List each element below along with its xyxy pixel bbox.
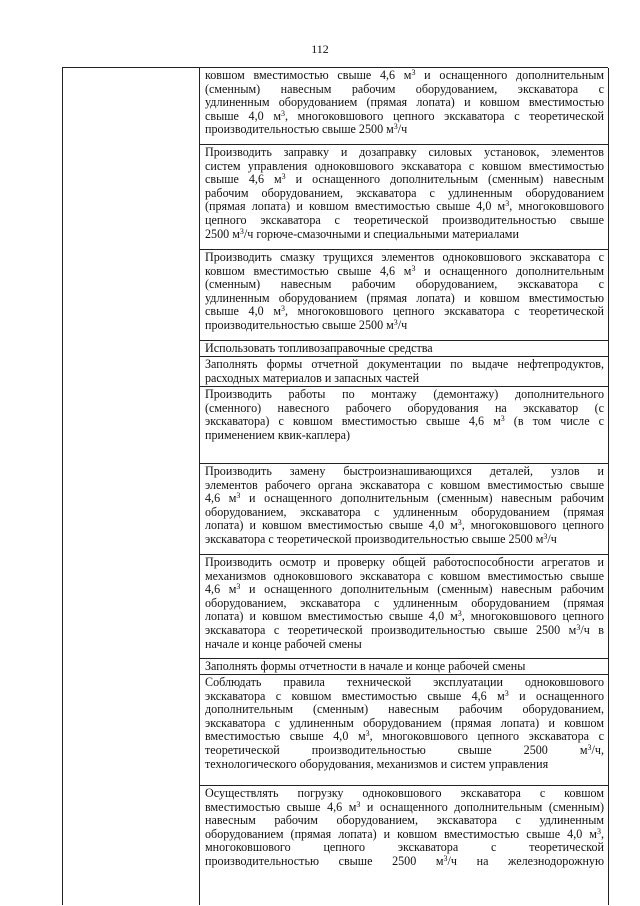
text-line: производительностью свыше 2500 $м^3/ч$ [205, 122, 408, 137]
text-line: свыше 4,0 $м^3$, многоковшового цепного экскаватора с теоретической [205, 304, 605, 319]
table-row [200, 464, 608, 555]
table-row [200, 387, 608, 464]
text-line: дополнительным (сменным) навесным рабочим оборудованием, [205, 702, 604, 717]
text-line: лопата) и ковшом вместимостью свыше 4,0 $м^3$, многоковшового цепного [205, 609, 604, 624]
text-line: элементов рабочего органа экскаватора с ковшом вместимостью свыше [205, 477, 604, 492]
text-line: Заполнять формы отчетности в начале и конце рабочей смены [205, 659, 526, 673]
text-line: 4,6 $м^3$ и оснащенного дополнительным (сменным) навесным рабочим [205, 491, 605, 506]
table-row [200, 250, 608, 341]
text-line: вместимостью свыше 4,0 $м^3$, многоковшового цепного экскаватора с [205, 729, 604, 744]
text-line: экскаватора с теоретической производительностью свыше 2500 $м^3/ч$ в [205, 622, 604, 637]
text-line: навесным рабочим оборудованием, экскаватора с удлиненным [205, 813, 604, 828]
table-row [200, 786, 608, 906]
text-line: расходных материалов и запасных частей [205, 370, 420, 385]
text-line: 2500 $м^3/ч$ горюче-смазочными и специальными материалами [205, 226, 519, 241]
text-line: систем управления одноковшового экскаватора с ковшом вместимостью [205, 158, 604, 173]
text-line: экскаватора с удлиненным оборудованием (прямая лопата) и ковшом [205, 715, 604, 730]
table-row [200, 145, 608, 250]
text-line: экскаватора с теоретической производительностью свыше 2500 $м^3/ч$ [205, 531, 557, 546]
table-row [200, 341, 608, 357]
text-line: удлиненным оборудованием (прямая лопата) и ковшом вместимостью [205, 95, 604, 110]
table-row [200, 68, 608, 145]
text-line: лопата) и ковшом вместимостью свыше 4,0 $м^3$, многоковшового цепного [205, 518, 604, 533]
table-row [200, 659, 608, 675]
text-line: экскаватора с ковшом вместимостью свыше 4,6 $м^3$ и оснащенного [205, 688, 604, 703]
text-line: технологического оборудования, механизмов и систем управления [205, 756, 549, 771]
text-line: (сменным) навесным рабочим оборудованием, экскаватора с [205, 81, 604, 96]
text-line: экскаватора) с ковшом вместимостью свыше 4,6 $м^3$ (в том числе с [205, 414, 605, 429]
text-line: ковшом вместимостью свыше 4,6 $м^3$ и оснащенного дополнительным [205, 263, 605, 278]
text-line: Производить смазку трущихся элементов одноковшового экскаватора с [205, 250, 604, 264]
text-line: Осуществлять погрузку одноковшового экскаватора с ковшом [205, 786, 604, 800]
table-row [200, 675, 608, 786]
requirements-table [62, 67, 608, 905]
text-line: Производить замену быстроизнашивающихся деталей, узлов и [205, 464, 604, 478]
text-line: теоретической производительностью свыше 2500 $м^3/ч$, [205, 742, 604, 757]
text-line: Производить осмотр и проверку общей работоспособности агрегатов и [205, 555, 604, 569]
text-line: (прямая лопата) и ковшом вместимостью свыше 4,0 $м^3$, многоковшового [205, 199, 604, 214]
text-line: оборудованием, экскаватора с удлиненным оборудованием (прямая [205, 504, 604, 519]
text-line: вместимостью свыше 4,6 $м^3$ и оснащенного дополнительным (сменным) [205, 799, 604, 814]
text-line: производительностью свыше 2500 $м^3/ч$ [205, 317, 408, 332]
table-row [200, 357, 608, 387]
table-left-column [63, 68, 200, 905]
text-line: начале и конце рабочей смены [205, 636, 362, 651]
text-line: Заполнять формы отчетной документации по выдаче нефтепродуктов, [205, 357, 604, 371]
text-line: механизмов одноковшового экскаватора с ковшом вместимостью свыше [205, 568, 604, 583]
text-line: ковшом вместимостью свыше 4,6 $м^3$ и оснащенного дополнительным [205, 68, 605, 82]
text-line: свыше 4,6 $м^3$ и оснащенного дополнительным (сменным) навесным [205, 172, 604, 187]
text-line: оборудованием, экскаватора с удлиненным оборудованием (прямая [205, 595, 604, 610]
text-line: производительностью свыше 2500 $м^3/ч$ на железнодорожную [205, 853, 605, 868]
text-line: удлиненным оборудованием (прямая лопата) и ковшом вместимостью [205, 290, 604, 305]
text-line: Соблюдать правила технической эксплуатации одноковшового [205, 675, 604, 689]
text-line: Производить работы по монтажу (демонтажу) дополнительного [205, 387, 604, 401]
text-line: рабочим оборудованием, экскаватора с удлиненным оборудованием [205, 185, 604, 200]
table-row [200, 555, 608, 659]
text-line: применением квик-каплера) [205, 427, 351, 442]
text-line: оборудованием (прямая лопата) и ковшом вместимостью свыше 4,0 $м^3$, [205, 826, 604, 841]
text-line: многоковшового цепного экскаватора с теоретической [205, 840, 604, 855]
text-line: Использовать топливозаправочные средства [205, 341, 433, 355]
table-right-column [200, 68, 609, 905]
text-line: (сменным) навесным рабочим оборудованием, экскаватора с [205, 277, 604, 292]
text-line: цепного экскаватора с теоретической производительностью свыше [205, 212, 604, 227]
text-line: 4,6 $м^3$ и оснащенного дополнительным (сменным) навесным рабочим [205, 582, 605, 597]
text-line: (сменного) навесного рабочего оборудования на экскаватор (с [205, 400, 604, 415]
text-line: свыше 4,0 $м^3$, многоковшового цепного экскаватора с теоретической [205, 108, 605, 123]
text-line: Производить заправку и дозаправку силовых установок, элементов [205, 145, 604, 159]
page-number: 112 [311, 42, 329, 56]
